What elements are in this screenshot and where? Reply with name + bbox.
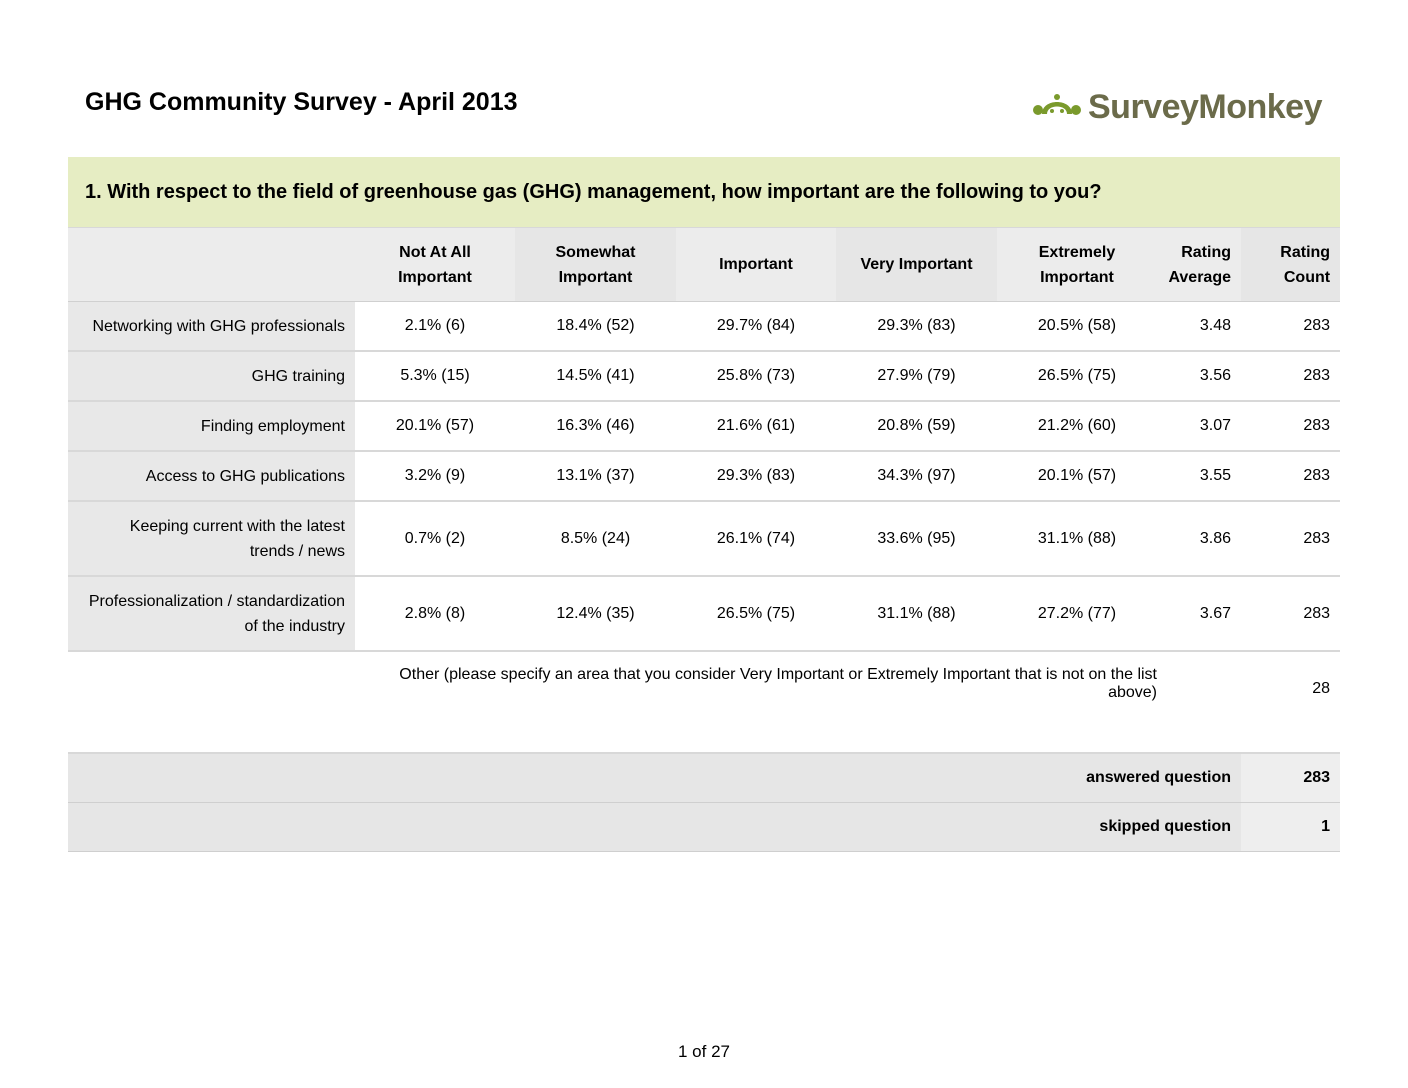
cell-value: 16.3% (46) bbox=[515, 401, 676, 451]
column-header-very-important: Very Important bbox=[836, 228, 997, 302]
table-row bbox=[68, 351, 1340, 401]
table-row bbox=[68, 302, 1340, 352]
cell-value: 29.3% (83) bbox=[836, 302, 997, 352]
column-header-somewhat-important: Somewhat Important bbox=[515, 228, 676, 302]
cell-value: 18.4% (52) bbox=[515, 302, 676, 352]
column-header-rating-count: Rating Count bbox=[1241, 228, 1340, 302]
cell-value: 29.7% (84) bbox=[676, 302, 836, 352]
other-text: Other (please specify an area that you consider Very Important or Extremely Important that is not on the list above) bbox=[355, 651, 1157, 753]
cell-value: 27.2% (77) bbox=[997, 576, 1157, 651]
cell-value: 21.6% (61) bbox=[676, 401, 836, 451]
table-row bbox=[68, 576, 1340, 651]
cell-value: 27.9% (79) bbox=[836, 351, 997, 401]
cell-value: 5.3% (15) bbox=[355, 351, 515, 401]
surveymonkey-logo bbox=[1032, 88, 1332, 132]
cell-value: 21.2% (60) bbox=[997, 401, 1157, 451]
column-header-rating-average: Rating Average bbox=[1157, 228, 1241, 302]
skipped-value: 1 bbox=[1241, 803, 1340, 852]
document-title: GHG Community Survey - April 2013 bbox=[85, 88, 518, 116]
cell-value: 33.6% (95) bbox=[836, 501, 997, 576]
cell-value: 25.8% (73) bbox=[676, 351, 836, 401]
row-label: GHG training bbox=[68, 351, 355, 401]
other-count: 28 bbox=[1241, 651, 1340, 753]
table-row bbox=[68, 501, 1340, 576]
cell-value: 2.1% (6) bbox=[355, 302, 515, 352]
cell-value: 34.3% (97) bbox=[836, 451, 997, 501]
cell-value: 26.5% (75) bbox=[676, 576, 836, 651]
rating-average: 3.07 bbox=[1157, 401, 1241, 451]
question-header bbox=[68, 157, 1340, 228]
column-header-important: Important bbox=[676, 228, 836, 302]
cell-value: 20.1% (57) bbox=[997, 451, 1157, 501]
cell-value: 20.8% (59) bbox=[836, 401, 997, 451]
row-label: Professionalization / standardization of the industry bbox=[68, 576, 355, 651]
table-row bbox=[68, 451, 1340, 501]
cell-value: 29.3% (83) bbox=[676, 451, 836, 501]
column-headers bbox=[68, 228, 1340, 302]
cell-value: 20.1% (57) bbox=[355, 401, 515, 451]
rating-count: 283 bbox=[1241, 401, 1340, 451]
page-number: 1 of 27 bbox=[678, 1042, 730, 1061]
cell-value: 3.2% (9) bbox=[355, 451, 515, 501]
rating-count: 283 bbox=[1241, 351, 1340, 401]
monkey-logo-icon bbox=[1032, 90, 1082, 126]
table-row bbox=[68, 401, 1340, 451]
cell-value: 12.4% (35) bbox=[515, 576, 676, 651]
row-label: Networking with GHG professionals bbox=[68, 302, 355, 352]
rating-count: 283 bbox=[1241, 451, 1340, 501]
cell-value: 0.7% (2) bbox=[355, 501, 515, 576]
skipped-label: skipped question bbox=[68, 803, 1241, 852]
rating-average: 3.48 bbox=[1157, 302, 1241, 352]
cell-value: 14.5% (41) bbox=[515, 351, 676, 401]
rating-count: 283 bbox=[1241, 501, 1340, 576]
rating-count: 283 bbox=[1241, 576, 1340, 651]
cell-value: 8.5% (24) bbox=[515, 501, 676, 576]
row-label: Finding employment bbox=[68, 401, 355, 451]
cell-value: 26.5% (75) bbox=[997, 351, 1157, 401]
row-label: Keeping current with the latest trends / news bbox=[68, 501, 355, 576]
rating-count: 283 bbox=[1241, 302, 1340, 352]
survey-question-table bbox=[68, 157, 1340, 852]
question-text: 1. With respect to the field of greenhouse gas (GHG) management, how important are the following to you? bbox=[68, 157, 1340, 228]
rating-average: 3.56 bbox=[1157, 351, 1241, 401]
row-label: Access to GHG publications bbox=[68, 451, 355, 501]
rating-average: 3.86 bbox=[1157, 501, 1241, 576]
skipped-row bbox=[68, 803, 1340, 852]
cell-value: 13.1% (37) bbox=[515, 451, 676, 501]
rating-average: 3.55 bbox=[1157, 451, 1241, 501]
answered-label: answered question bbox=[68, 753, 1241, 803]
rating-average: 3.67 bbox=[1157, 576, 1241, 651]
column-header-not-at-all-important: Not At All Important bbox=[355, 228, 515, 302]
cell-value: 31.1% (88) bbox=[997, 501, 1157, 576]
cell-value: 20.5% (58) bbox=[997, 302, 1157, 352]
logo-wordmark: SurveyMonkey bbox=[1088, 88, 1322, 126]
cell-value: 2.8% (8) bbox=[355, 576, 515, 651]
answered-row bbox=[68, 753, 1340, 803]
cell-value: 31.1% (88) bbox=[836, 576, 997, 651]
header-blank bbox=[68, 228, 355, 302]
column-header-extremely-important: Extremely Important bbox=[997, 228, 1157, 302]
cell-value: 26.1% (74) bbox=[676, 501, 836, 576]
other-row bbox=[68, 651, 1340, 753]
answered-value: 283 bbox=[1241, 753, 1340, 803]
